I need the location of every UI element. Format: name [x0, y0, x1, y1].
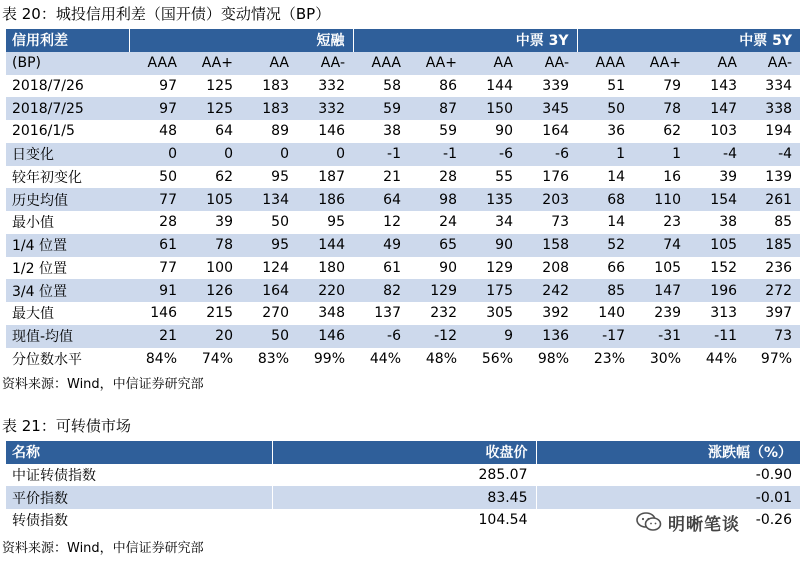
table-cell: 105: [689, 234, 745, 257]
table-cell: 105: [633, 257, 689, 280]
rating-label: AA+: [409, 52, 465, 75]
table-cell: 285.07: [272, 464, 536, 487]
table-cell: 39: [689, 166, 745, 189]
table-20-source: 资料来源：Wind，中信证券研究部: [2, 377, 204, 392]
table-cell: 50: [577, 97, 633, 120]
table-cell: 16: [633, 166, 689, 189]
table-cell: 196: [689, 279, 745, 302]
table-row: [6, 464, 800, 487]
table-cell: 194: [745, 120, 800, 143]
table-cell: 97%: [745, 348, 800, 371]
table-cell: 50: [129, 166, 185, 189]
table-cell: 97: [129, 97, 185, 120]
table-cell: 144: [297, 234, 353, 257]
table-cell: 48%: [409, 348, 465, 371]
table-cell: 89: [241, 120, 297, 143]
table-cell: 220: [297, 279, 353, 302]
table-cell: 9: [465, 325, 521, 348]
table-cell: 79: [633, 75, 689, 98]
row-label: 3/4 位置: [6, 279, 129, 302]
row-label: 中证转债指数: [6, 464, 272, 487]
wechat-icon: [636, 511, 662, 533]
table-cell: 152: [689, 257, 745, 280]
table-cell: -1: [409, 143, 465, 166]
table-cell: 99%: [297, 348, 353, 371]
header-section-short-term: 短融: [129, 29, 353, 52]
rating-label: AAA: [129, 52, 185, 75]
table-cell: 28: [409, 166, 465, 189]
table-cell: 0: [185, 143, 241, 166]
header-close-price: 收盘价: [272, 441, 536, 464]
table-cell: 24: [409, 211, 465, 234]
table-cell: 103: [689, 120, 745, 143]
row-label: 平价指数: [6, 486, 272, 509]
table-cell: 272: [745, 279, 800, 302]
table-cell: 105: [185, 188, 241, 211]
table-cell: 84%: [129, 348, 185, 371]
table-cell: 139: [745, 166, 800, 189]
table-cell: 180: [297, 257, 353, 280]
table-row: [6, 325, 800, 348]
table-cell: 104.54: [272, 509, 536, 532]
table-cell: 48: [129, 120, 185, 143]
row-label: 转债指数: [6, 509, 272, 532]
table-cell: 176: [521, 166, 577, 189]
table-cell: 332: [297, 97, 353, 120]
table-cell: 78: [185, 234, 241, 257]
rating-label: AA-: [297, 52, 353, 75]
table-cell: 77: [129, 257, 185, 280]
table-cell: 51: [577, 75, 633, 98]
table-cell: -0.90: [536, 464, 800, 487]
row-label: 2018/7/26: [6, 75, 129, 98]
table-cell: 154: [689, 188, 745, 211]
table-cell: 12: [353, 211, 409, 234]
table-cell: 239: [633, 302, 689, 325]
table-cell: 62: [633, 120, 689, 143]
rating-label: AA: [689, 52, 745, 75]
table-cell: 44%: [353, 348, 409, 371]
table-cell: 49: [353, 234, 409, 257]
table-cell: 38: [353, 120, 409, 143]
table-cell: 345: [521, 97, 577, 120]
table-cell: -12: [409, 325, 465, 348]
table-cell: 242: [521, 279, 577, 302]
table-cell: 77: [129, 188, 185, 211]
table-cell: 203: [521, 188, 577, 211]
table-cell: 59: [409, 120, 465, 143]
row-label: 最大值: [6, 302, 129, 325]
table-cell: 56%: [465, 348, 521, 371]
table-cell: 36: [577, 120, 633, 143]
table-cell: -11: [689, 325, 745, 348]
table-cell: 186: [297, 188, 353, 211]
table-cell: 175: [465, 279, 521, 302]
table-cell: 14: [577, 166, 633, 189]
table-cell: 129: [465, 257, 521, 280]
table-row: [6, 120, 800, 143]
table-row: [6, 166, 800, 189]
row-label: 历史均值: [6, 188, 129, 211]
table-cell: 59: [353, 97, 409, 120]
table-cell: 187: [297, 166, 353, 189]
table-cell: 183: [241, 75, 297, 98]
table-cell: -31: [633, 325, 689, 348]
row-label: 日变化: [6, 143, 129, 166]
rating-label: AA+: [633, 52, 689, 75]
row-label: 1/4 位置: [6, 234, 129, 257]
table-row: [6, 257, 800, 280]
row-label: 较年初变化: [6, 166, 129, 189]
table-21-source: 资料来源：Wind，中信证券研究部: [2, 541, 204, 556]
table-cell: 135: [465, 188, 521, 211]
table-20-caption: 表 20：城投信用利差（国开债）变动情况（BP）: [2, 5, 331, 23]
table-row: [6, 188, 800, 211]
table-cell: 39: [185, 211, 241, 234]
table-cell: 236: [745, 257, 800, 280]
table-cell: -1: [353, 143, 409, 166]
table-row: [6, 211, 800, 234]
header-change-pct: 涨跌幅（%）: [536, 441, 800, 464]
table-cell: 50: [241, 211, 297, 234]
table-cell: 90: [465, 234, 521, 257]
table-row: [6, 75, 800, 98]
table-cell: 97: [129, 75, 185, 98]
table-cell: 313: [689, 302, 745, 325]
table-cell: 232: [409, 302, 465, 325]
table-row: [6, 143, 800, 166]
table-cell: 68: [577, 188, 633, 211]
table-cell: 164: [521, 120, 577, 143]
table-cell: 62: [185, 166, 241, 189]
table-row: [6, 302, 800, 325]
unit-label: (BP): [6, 52, 129, 75]
table-header-row: [6, 29, 800, 52]
table-cell: 61: [353, 257, 409, 280]
table-cell: 334: [745, 75, 800, 98]
table-cell: -17: [577, 325, 633, 348]
rating-label: AAA: [353, 52, 409, 75]
table-row: [6, 486, 800, 509]
table-cell: 23%: [577, 348, 633, 371]
table-cell: 146: [297, 325, 353, 348]
table-cell: 146: [129, 302, 185, 325]
table-cell: 20: [185, 325, 241, 348]
header-section-mtn-3y: 中票 3Y: [353, 29, 577, 52]
table-cell: 38: [689, 211, 745, 234]
table-cell: 95: [297, 211, 353, 234]
table-cell: -4: [689, 143, 745, 166]
table-cell: 305: [465, 302, 521, 325]
row-label: 分位数水平: [6, 348, 129, 371]
table-cell: 129: [409, 279, 465, 302]
table-cell: 90: [465, 120, 521, 143]
rating-label: AA: [465, 52, 521, 75]
row-label: 最小值: [6, 211, 129, 234]
table-row: [6, 279, 800, 302]
table-cell: 95: [241, 166, 297, 189]
table-cell: 158: [521, 234, 577, 257]
table-cell: 183: [241, 97, 297, 120]
watermark: [636, 507, 740, 537]
table-cell: 124: [241, 257, 297, 280]
table-cell: 134: [241, 188, 297, 211]
table-cell: 74: [633, 234, 689, 257]
table-cell: 85: [745, 211, 800, 234]
table-cell: 397: [745, 302, 800, 325]
table-cell: 98: [409, 188, 465, 211]
table-cell: 150: [465, 97, 521, 120]
table-cell: 58: [353, 75, 409, 98]
table-cell: 0: [129, 143, 185, 166]
table-cell: 50: [241, 325, 297, 348]
table-cell: 137: [353, 302, 409, 325]
table-cell: 21: [129, 325, 185, 348]
table-cell: 332: [297, 75, 353, 98]
table-cell: 78: [633, 97, 689, 120]
row-label: 现值-均值: [6, 325, 129, 348]
rating-label: AA-: [745, 52, 800, 75]
table-cell: 136: [521, 325, 577, 348]
table-cell: 61: [129, 234, 185, 257]
table-cell: 185: [745, 234, 800, 257]
row-label: 1/2 位置: [6, 257, 129, 280]
table-cell: 261: [745, 188, 800, 211]
rating-label: AA-: [521, 52, 577, 75]
table-cell: 146: [297, 120, 353, 143]
table-cell: -4: [745, 143, 800, 166]
table-cell: 87: [409, 97, 465, 120]
table-cell: 86: [409, 75, 465, 98]
table-cell: 125: [185, 75, 241, 98]
table-cell: 392: [521, 302, 577, 325]
table-row: [6, 97, 800, 120]
table-cell: 91: [129, 279, 185, 302]
table-cell: -0.26: [536, 509, 800, 532]
rating-label: AA+: [185, 52, 241, 75]
row-label: 2016/1/5: [6, 120, 129, 143]
table-cell: -6: [465, 143, 521, 166]
table-21-caption: 表 21：可转债市场: [2, 417, 131, 435]
table-cell: -0.01: [536, 486, 800, 509]
table-cell: 64: [185, 120, 241, 143]
table-cell: -6: [353, 325, 409, 348]
table-cell: 82: [353, 279, 409, 302]
table-cell: 65: [409, 234, 465, 257]
rating-label: AA: [241, 52, 297, 75]
table-row: [6, 348, 800, 371]
header-name: 名称: [6, 441, 272, 464]
table-cell: 21: [353, 166, 409, 189]
table-cell: 125: [185, 97, 241, 120]
table-cell: 30%: [633, 348, 689, 371]
table-cell: 44%: [689, 348, 745, 371]
table-cell: 143: [689, 75, 745, 98]
table-cell: 66: [577, 257, 633, 280]
table-subheader-row: [6, 52, 800, 75]
table-cell: 147: [689, 97, 745, 120]
table-cell: 1: [633, 143, 689, 166]
table-cell: 95: [241, 234, 297, 257]
rating-label: AAA: [577, 52, 633, 75]
table-header-row: [6, 441, 800, 464]
table-cell: 339: [521, 75, 577, 98]
table-cell: 0: [241, 143, 297, 166]
table-cell: 74%: [185, 348, 241, 371]
table-cell: 83.45: [272, 486, 536, 509]
watermark-text: 明晰笔谈: [668, 514, 740, 535]
table-cell: 208: [521, 257, 577, 280]
table-cell: 164: [241, 279, 297, 302]
table-cell: 110: [633, 188, 689, 211]
table-cell: 55: [465, 166, 521, 189]
table-cell: 28: [129, 211, 185, 234]
credit-spread-table: [6, 29, 800, 370]
header-corner: 信用利差: [6, 29, 129, 52]
table-cell: 85: [577, 279, 633, 302]
table-cell: 1: [577, 143, 633, 166]
row-label: 2018/7/25: [6, 97, 129, 120]
table-cell: -6: [521, 143, 577, 166]
table-cell: 140: [577, 302, 633, 325]
table-cell: 100: [185, 257, 241, 280]
table-cell: 23: [633, 211, 689, 234]
table-cell: 83%: [241, 348, 297, 371]
table-cell: 147: [633, 279, 689, 302]
table-row: [6, 234, 800, 257]
table-cell: 348: [297, 302, 353, 325]
table-cell: 64: [353, 188, 409, 211]
table-cell: 98%: [521, 348, 577, 371]
table-cell: 338: [745, 97, 800, 120]
header-section-mtn-5y: 中票 5Y: [577, 29, 800, 52]
table-cell: 14: [577, 211, 633, 234]
table-cell: 215: [185, 302, 241, 325]
table-cell: 34: [465, 211, 521, 234]
table-cell: 52: [577, 234, 633, 257]
table-cell: 90: [409, 257, 465, 280]
table-cell: 144: [465, 75, 521, 98]
table-cell: 270: [241, 302, 297, 325]
table-cell: 0: [297, 143, 353, 166]
table-cell: 73: [521, 211, 577, 234]
table-cell: 73: [745, 325, 800, 348]
table-cell: 126: [185, 279, 241, 302]
